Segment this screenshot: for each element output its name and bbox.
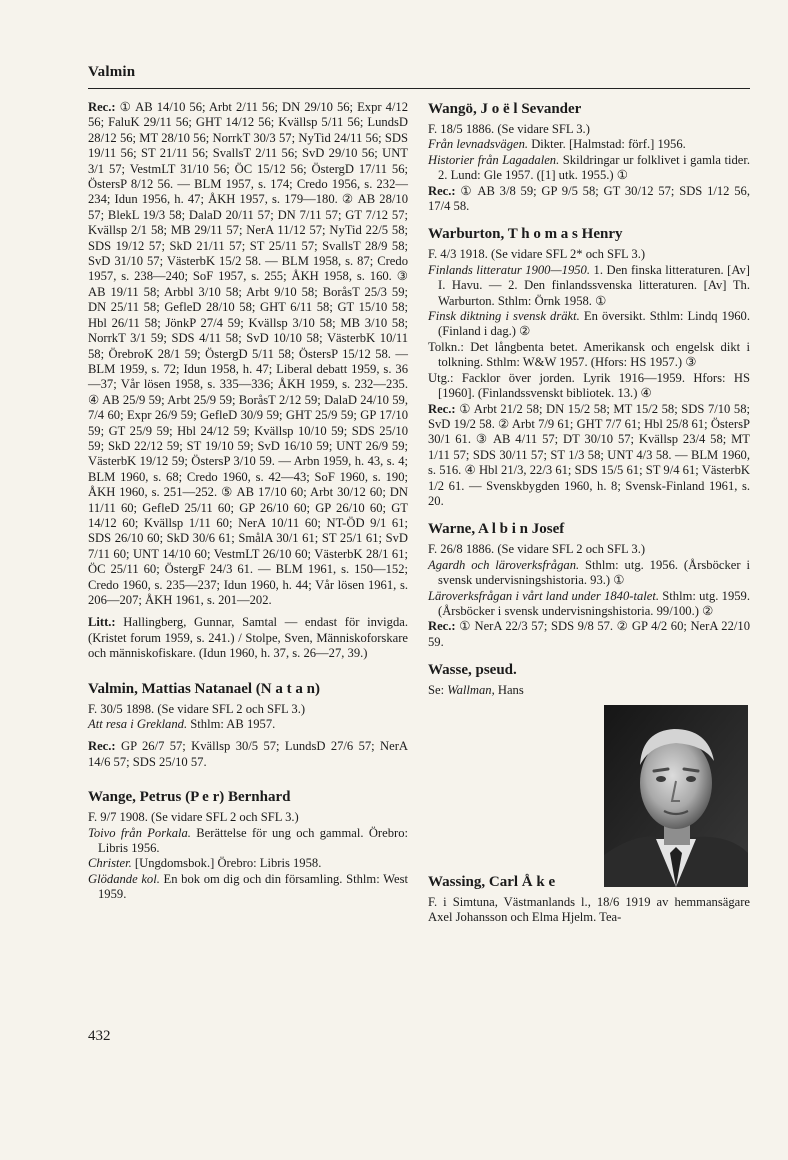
entry-edited: Utg.: Facklor över jorden. Lyrik 1916—1959. Hfors: HS [1960]. (Finlandssvenskt bibliotek. 13.) ④	[428, 370, 750, 401]
rec-label: Rec.:	[428, 619, 456, 634]
work-title: Finlands litteratur 1900—1950.	[428, 262, 590, 277]
work-rest: Sthlm: utg. 1959. (Årsböcker i svensk undervisningshistoria. 99/100.) ②	[438, 588, 751, 618]
entry-born: F. 26/8 1886. (Se vidare SFL 2 och SFL 3.)	[428, 542, 646, 557]
see-name: Wallman,	[447, 683, 495, 698]
rec-text: ① Arbt 21/2 58; DN 15/2 58; MT 15/2 58; SDS 7/10 58; SvD 19/2 58. ② Arbt 7/9 61; GHT 7/7 61; Hbl 25/8 61; ÖstersP 30/1 61. ③ AB 4/11 57; DT 30/10 57; Kvällsp 23/4 58; MT 1/11 57; SDS 30/11 57; ST 1/3 58; UNT 4/3 58. — BLM 1960, s. 516. ④ Hbl 21/3, 22/3 61; SDS 15/5 61; ST 9/4 61; VästerbK 1/2 61. — Svenskbygden 1960, h. 8; Svensk-Finland 1961, s. 20.	[428, 401, 750, 508]
entry-work	[428, 589, 750, 620]
entry-work	[428, 137, 750, 152]
entry-heading: Wasse, pseud.	[428, 662, 517, 679]
rec-label: Rec.:	[428, 183, 456, 198]
work-rest: En bok om dig och din församling. Sthlm: West 1959.	[98, 871, 408, 902]
author-portrait	[604, 705, 748, 887]
entry-work	[88, 856, 408, 871]
work-rest: Sthlm: AB 1957.	[190, 717, 276, 732]
entry-work	[428, 309, 750, 340]
entry-reviews	[428, 619, 750, 650]
entry-work	[88, 826, 408, 857]
work-title: Toivo från Porkala.	[88, 825, 191, 840]
rec-label: Rec.:	[88, 739, 116, 754]
work-title: Från levnadsvägen.	[428, 137, 529, 152]
work-title: Att resa i Grekland.	[88, 717, 188, 732]
work-title: Finsk diktning i svensk dräkt.	[428, 309, 580, 324]
entry-heading: Warburton, T h o m a s Henry	[428, 226, 623, 243]
entry-born: F. 9/7 1908. (Se vidare SFL 2 och SFL 3.)	[88, 810, 299, 825]
rec-label: Rec.:	[428, 401, 456, 416]
entry-see-reference	[428, 683, 750, 698]
right-column	[428, 100, 750, 925]
entry-work	[428, 558, 750, 589]
rec-text: ① AB 3/8 59; GP 9/5 58; GT 30/12 57; SDS 1/12 56, 17/4 58.	[428, 183, 750, 214]
entry-heading: Valmin, Mattias Natanael (N a t a n)	[88, 680, 320, 697]
work-rest: Berättelse för ung och gammal. Örebro: Libris 1956.	[98, 825, 408, 856]
entry-work	[428, 153, 750, 184]
work-rest: En översikt. Sthlm: Lindq 1960. (Finland i dag.) ②	[438, 309, 750, 339]
entry-born: F. 18/5 1886. (Se vidare SFL 3.)	[428, 122, 590, 136]
entry-heading: Wangö, J o ë l Sevander	[428, 101, 582, 117]
see-rest: Hans	[497, 683, 524, 698]
entry-bio: F. i Simtuna, Västmanlands l., 18/6 1919 av hemmansägare Axel Johansson och Elma Hjelm. Tea-	[428, 894, 750, 924]
running-head: Valmin	[88, 64, 136, 80]
left-column	[88, 100, 408, 903]
litt-text: Hallingberg, Gunnar, Samtal — endast för invigda. (Kristet forum 1959, s. 241.) / Stolpe, Sven, Människoforskare och människofiskare. (Idun 1960, h. 37, s. 26—27, 39.)	[88, 615, 408, 661]
work-rest: [Ungdomsbok.] Örebro: Libris 1958.	[134, 856, 322, 871]
work-title: Agardh och läroverksfrågan.	[428, 557, 580, 572]
entry-work	[88, 872, 408, 903]
work-rest: Sthlm: utg. 1956. (Årsböcker i svensk undervisningshistoria. 93.) ①	[438, 557, 750, 588]
entry-born: F. 30/5 1898. (Se vidare SFL 2 och SFL 3.)	[88, 701, 306, 716]
work-title: Historier från Lagadalen.	[428, 152, 560, 167]
rec-text: ① NerA 22/3 57; SDS 9/8 57. ② GP 4/2 60; NerA 22/10 59.	[428, 619, 750, 649]
entry-work	[428, 263, 750, 309]
see-label: Se:	[428, 683, 445, 698]
work-rest: Dikter. [Halmstad: förf.] 1956.	[531, 137, 686, 152]
entry-reviews	[428, 184, 750, 215]
work-title: Läroverksfrågan i vårt land under 1840-talet.	[428, 588, 660, 603]
entry-heading: Warne, A l b i n Josef	[428, 521, 565, 538]
entry-translation: Tolkn.: Det långbenta betet. Amerikansk och engelsk dikt i tolkning. Sthlm: W&W 1957. (Hfors: HS 1957.) ③	[428, 339, 750, 370]
page-number: 432	[88, 1028, 111, 1044]
entry-reviews	[428, 402, 750, 510]
entry-heading: Wange, Petrus (P e r) Bernhard	[88, 789, 291, 806]
litt-label: Litt.:	[88, 615, 116, 630]
header-rule	[88, 88, 750, 89]
rec-label: Rec.:	[88, 100, 116, 114]
entry-reviews	[88, 739, 408, 770]
work-title: Christer.	[88, 856, 132, 871]
literature-paragraph	[88, 615, 408, 661]
work-title: Glödande kol.	[88, 871, 160, 886]
entry-heading: Wassing, Carl Å k e	[428, 873, 556, 890]
rec-text: GP 26/7 57; Kvällsp 30/5 57; LundsD 27/6 57; NerA 14/6 57; SDS 25/10 57.	[88, 739, 408, 769]
rec-text: ① AB 14/10 56; Arbt 2/11 56; DN 29/10 56; Expr 4/12 56; FaluK 29/11 56; GHT 14/12 56; Kvällsp 5/11 56; LundsD 28/12 56; MT 28/10 56; NorrkT 30/3 57; NyTid 24/11 56; SDS 19/11 56; ST 21/11 56; SvallsT 2/11 56; SvD 29/10 56; UNT 3/1 57; VestmLT 31/10 56; ÖC 15/12 56; ÖstergD 17/11 56; ÖstersP 8/12 56. — BLM 1957, s. 174; Credo 1956, s. 232—234; Idun 1956, h. 47; ÅKH 1957, s. 179—180. ② AB 28/10 57; BlekL 19/3 58; DalaD 20/11 57; DN 7/11 57; GT 7/12 57; Kvällsp 2/1 58; MB 29/11 57; NerA 11/12 57; NyTid 22/5 58; SDS 19/12 57; SkD 21/11 57; ST 25/11 57; SvallsT 28/9 58; SvD 31/10 57; VästerbK 15/2 58. — BLM 1958, s. 87; Credo 1957, s. 238—240; SoF 1957, s. 255; ÅKH 1958, s. 160. ③ AB 19/11 58; Arbbl 3/10 58; Arbt 9/10 58; BoråsT 25/3 59; DN 25/11 58; GefleD 28/10 58; GHT 6/11 58; GT 15/10 58; Hbl 26/11 58; JönkP 27/4 59; Kvällsp 3/10 58; MB 3/10 58; NorrkT 3/1 59; SDS 4/11 58; SvD 10/10 58; VästerbK 10/11 58; ÖrebroK 28/1 59; ÖstergD 5/11 58; ÖstersP 15/12 58. — BLM 1959, s. 72; Idun 1958, h. 47; Liberal debatt 1959, s. 36—37; Vår lösen 1958, s. 335—336; ÅKH 1959, s. 232—235. ④ AB 25/9 59; Arbt 25/9 59; BoråsT 2/12 59; DalaD 24/10 59, 7/4 60; Expr 26/9 59; GefleD 30/9 59; GHT 25/9 59; GP 17/10 59; GT 25/9 59; Hbl 24/12 59; Kvällsp 10/10 59; SDS 25/10 59; SkD 22/12 59; ST 19/10 59; SvD 16/10 59; UNT 26/9 59; VästerbK 19/12 59; ÖstersP 3/10 59. — Arbn 1959, h. 43, s. 4; BLM 1960, s. 68; Credo 1960, s. 42—43; SoF 1960, s. 190; ÅKH 1960, s. 251—252. ⑤ AB 17/10 60; Arbt 30/12 60; DN 11/11 60; GefleD 25/11 60; GP 26/10 60; GP 26/10 60; GT 14/12 60; Kvällsp 1/11 60; NerA 10/11 60; NT-ÖD 9/1 61; SDS 26/10 60; SkD 30/6 61; SmålA 30/1 61; ST 25/1 61; SvD 7/11 60; UNT 14/10 60; VestmLT 26/10 60; VästerbK 28/1 61; ÖC 25/11 60; ÖstergF 24/3 61. — BLM 1961, s. 150—152; Credo 1960, s. 235—237; Idun 1960, h. 44; Vår lösen 1961, s. 206—207; ÅKH 1961, s. 201—202.	[88, 100, 408, 607]
reviews-paragraph	[88, 100, 408, 608]
entry-work	[88, 717, 408, 732]
entry-born: F. 4/3 1918. (Se vidare SFL 2* och SFL 3.)	[428, 247, 646, 262]
work-rest: Skildringar ur folklivet i gamla tider. 2. Lund: Gle 1957. ([1] utk. 1955.) ①	[438, 152, 751, 183]
work-rest: 1. Den finska litteraturen. [Av] I. Havu. — 2. Den finlandssvenska litteraturen. [Av] Th. Warburton. Sthlm: Örnk 1958. ①	[438, 262, 750, 308]
